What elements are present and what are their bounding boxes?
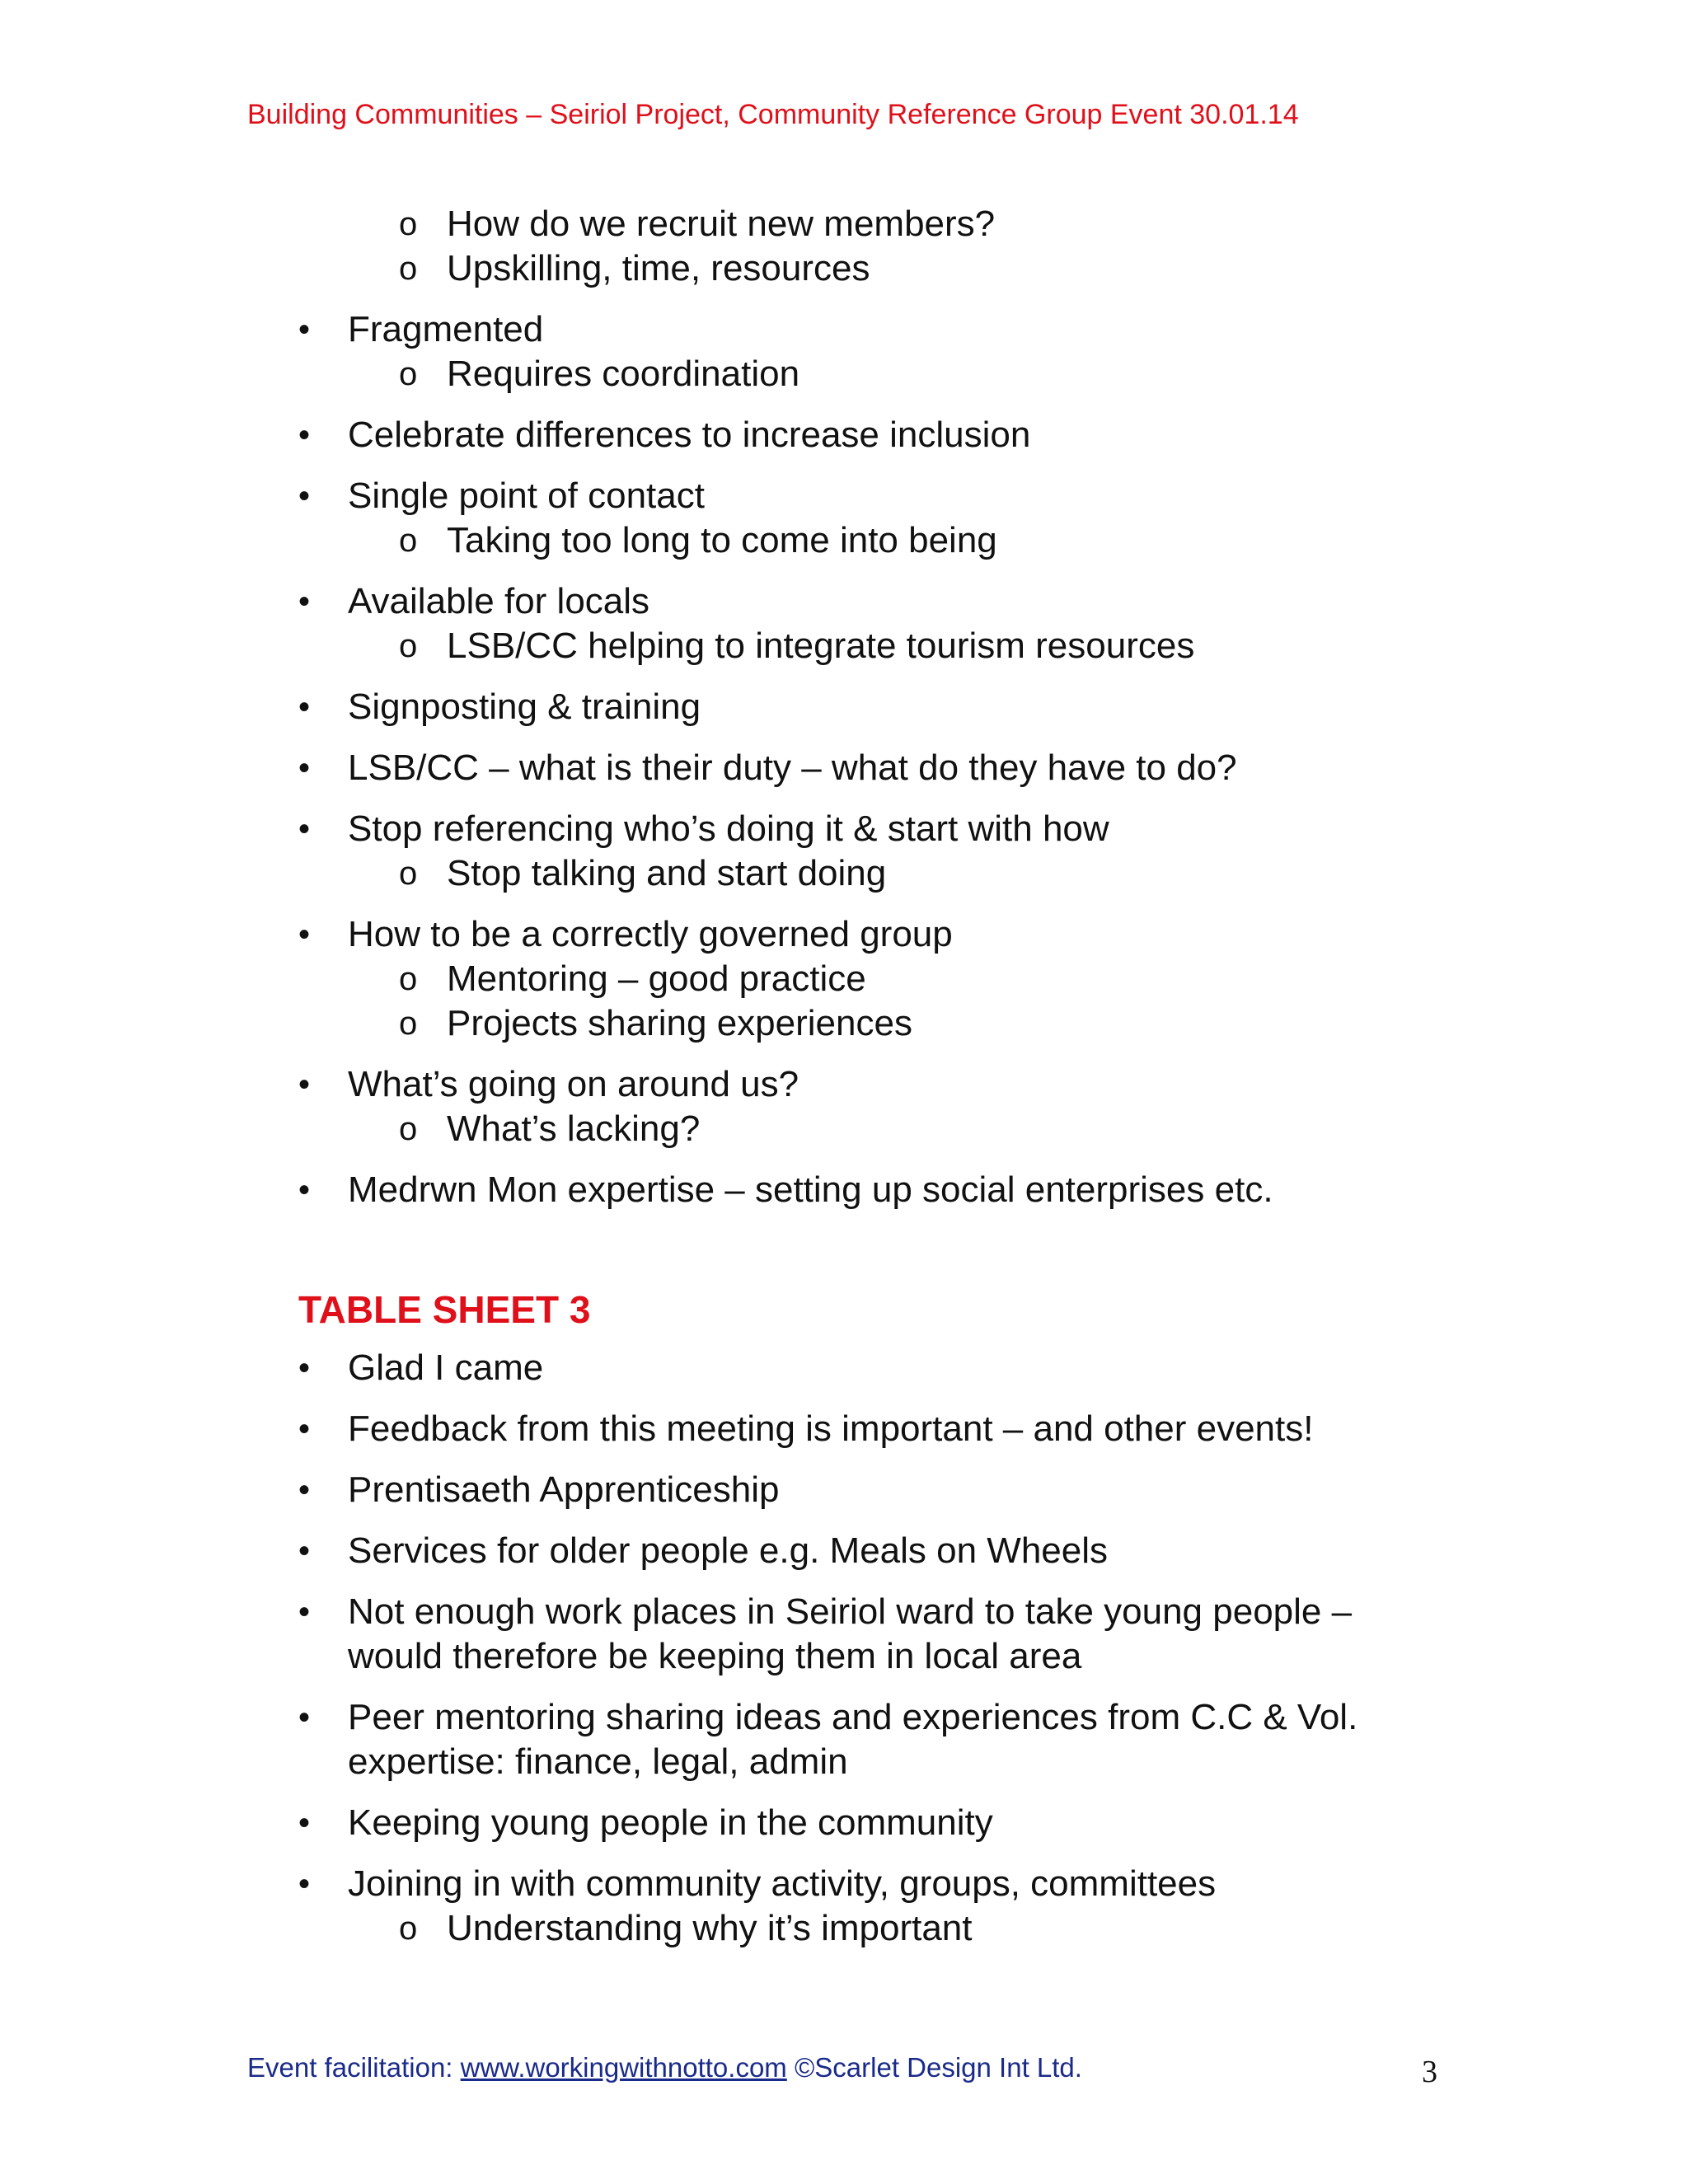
sub-bullet-icon: o xyxy=(399,628,418,664)
list-item xyxy=(0,746,1688,790)
list-item xyxy=(0,1695,1688,1784)
page-header: Building Communities – Seiriol Project, Community Reference Group Event 30.01.14 xyxy=(247,99,1299,130)
bullet-icon: • xyxy=(298,1866,311,1902)
bullet-text: Medrwn Mon expertise – setting up social enterprises etc. xyxy=(348,1169,1273,1210)
list-item xyxy=(0,912,1688,1046)
list-item xyxy=(0,1346,1688,1390)
bullet-icon: • xyxy=(298,1699,311,1736)
sub-item-text: Understanding why it’s important xyxy=(447,1908,973,1948)
sub-item xyxy=(0,1001,1688,1046)
bullet-item xyxy=(0,413,1688,457)
list-item xyxy=(0,1801,1688,1845)
bullet-item xyxy=(0,746,1688,790)
bullet-icon: • xyxy=(298,583,311,620)
bullet-text: Services for older people e.g. Meals on Wheels xyxy=(348,1530,1109,1571)
bullet-list-1 xyxy=(0,202,1688,1212)
sub-item xyxy=(0,518,1688,563)
sub-item xyxy=(0,246,1688,291)
bullet-icon: • xyxy=(298,312,311,348)
list-item xyxy=(0,1862,1688,1951)
sub-bullet-icon: o xyxy=(399,523,418,559)
bullet-text: What’s going on around us? xyxy=(348,1064,799,1104)
bullet-item xyxy=(0,807,1688,851)
bullet-text: Keeping young people in the community xyxy=(348,1802,993,1843)
bullet-text: Signposting & training xyxy=(348,687,701,727)
bullet-text: Single point of contact xyxy=(348,476,705,516)
bullet-text: Feedback from this meeting is important – and other events! xyxy=(348,1408,1314,1449)
sub-bullet-icon: o xyxy=(399,1005,418,1042)
bullet-text: Stop referencing who’s doing it & start with how xyxy=(348,808,1109,849)
bullet-text: would therefore be keeping them in local area xyxy=(348,1636,1082,1676)
sub-bullet-icon: o xyxy=(399,1111,418,1147)
bullet-text: Celebrate differences to increase inclusion xyxy=(348,415,1031,455)
sub-bullet-icon: o xyxy=(399,356,418,392)
bullet-icon: • xyxy=(298,811,311,847)
bullet-item xyxy=(0,579,1688,624)
bullet-text: Prentisaeth Apprenticeship xyxy=(348,1469,780,1510)
bullet-text: LSB/CC – what is their duty – what do they have to do? xyxy=(348,748,1237,788)
bullet-item xyxy=(0,1346,1688,1390)
sub-item-text: Upskilling, time, resources xyxy=(447,248,870,288)
list-item xyxy=(0,1062,1688,1151)
bullet-text: Available for locals xyxy=(348,581,650,621)
bullet-item xyxy=(0,474,1688,518)
bullet-icon: • xyxy=(298,478,311,514)
sub-item xyxy=(0,1107,1688,1151)
bullet-icon: • xyxy=(298,1350,311,1386)
list-item xyxy=(0,1407,1688,1451)
bullet-text: How to be a correctly governed group xyxy=(348,914,953,954)
bullet-icon: • xyxy=(298,1594,311,1630)
sub-bullet-icon: o xyxy=(399,206,418,242)
footer-copyright: ©Scarlet Design Int Ltd. xyxy=(794,2052,1082,2083)
sub-item-text: Taking too long to come into being xyxy=(447,520,997,560)
footer-prefix: Event facilitation: xyxy=(247,2052,453,2083)
bullet-icon: • xyxy=(298,1805,311,1841)
bullet-text: Joining in with community activity, groups, committees xyxy=(348,1863,1217,1904)
sub-item xyxy=(0,851,1688,896)
bullet-icon: • xyxy=(298,1472,311,1508)
bullet-text: Not enough work places in Seiriol ward to take young people – xyxy=(348,1591,1353,1632)
sub-item xyxy=(0,1906,1688,1951)
sub-item-text: LSB/CC helping to integrate tourism resources xyxy=(447,626,1195,666)
bullet-continuation xyxy=(0,1634,1688,1679)
list-item xyxy=(0,1468,1688,1512)
sub-item-text: What’s lacking? xyxy=(447,1108,701,1149)
sub-item xyxy=(0,624,1688,668)
sub-item xyxy=(0,202,1688,246)
list-item xyxy=(0,413,1688,457)
sub-item-text: Requires coordination xyxy=(447,354,800,394)
page-footer xyxy=(247,2052,1082,2083)
bullet-item xyxy=(0,912,1688,957)
sub-item-text: Mentoring – good practice xyxy=(447,958,866,999)
bullet-text: expertise: finance, legal, admin xyxy=(348,1741,848,1782)
list-item xyxy=(0,685,1688,729)
footer-link[interactable]: www.workingwithnotto.com xyxy=(460,2052,787,2083)
bullet-item xyxy=(0,1407,1688,1451)
page-number: 3 xyxy=(1422,2055,1437,2089)
bullet-continuation xyxy=(0,1740,1688,1784)
list-item-continued xyxy=(0,202,1688,291)
sub-bullet-icon: o xyxy=(399,251,418,287)
sub-item xyxy=(0,957,1688,1001)
bullet-item xyxy=(0,1529,1688,1573)
section-heading: TABLE SHEET 3 xyxy=(298,1288,591,1331)
bullet-text: Glad I came xyxy=(348,1347,544,1388)
bullet-item xyxy=(0,1062,1688,1107)
bullet-item xyxy=(0,307,1688,352)
list-item xyxy=(0,307,1688,396)
sub-item-text: Projects sharing experiences xyxy=(447,1003,912,1043)
list-item xyxy=(0,579,1688,668)
list-item xyxy=(0,1590,1688,1679)
bullet-icon: • xyxy=(298,1533,311,1569)
bullet-icon: • xyxy=(298,689,311,725)
list-item xyxy=(0,1168,1688,1212)
bullet-item xyxy=(0,1590,1688,1634)
bullet-item xyxy=(0,1801,1688,1845)
sub-bullet-icon: o xyxy=(399,1910,418,1947)
bullet-icon: • xyxy=(298,1066,311,1103)
bullet-item xyxy=(0,1695,1688,1740)
bullet-list-2 xyxy=(0,1346,1688,1951)
list-item xyxy=(0,474,1688,563)
list-item xyxy=(0,1529,1688,1573)
bullet-text: Peer mentoring sharing ideas and experiences from C.C & Vol. xyxy=(348,1697,1358,1737)
sub-item-text: How do we recruit new members? xyxy=(447,204,996,244)
sub-bullet-icon: o xyxy=(399,961,418,997)
bullet-item xyxy=(0,685,1688,729)
sub-item-text: Stop talking and start doing xyxy=(447,853,887,893)
bullet-item xyxy=(0,1862,1688,1906)
bullet-icon: • xyxy=(298,750,311,786)
bullet-item xyxy=(0,1468,1688,1512)
sub-bullet-icon: o xyxy=(399,855,418,892)
bullet-icon: • xyxy=(298,417,311,453)
sub-item xyxy=(0,352,1688,396)
bullet-icon: • xyxy=(298,916,311,953)
bullet-icon: • xyxy=(298,1411,311,1447)
bullet-text: Fragmented xyxy=(348,309,544,349)
list-item xyxy=(0,807,1688,896)
bullet-icon: • xyxy=(298,1172,311,1208)
bullet-item xyxy=(0,1168,1688,1212)
document-body xyxy=(0,202,1688,1967)
